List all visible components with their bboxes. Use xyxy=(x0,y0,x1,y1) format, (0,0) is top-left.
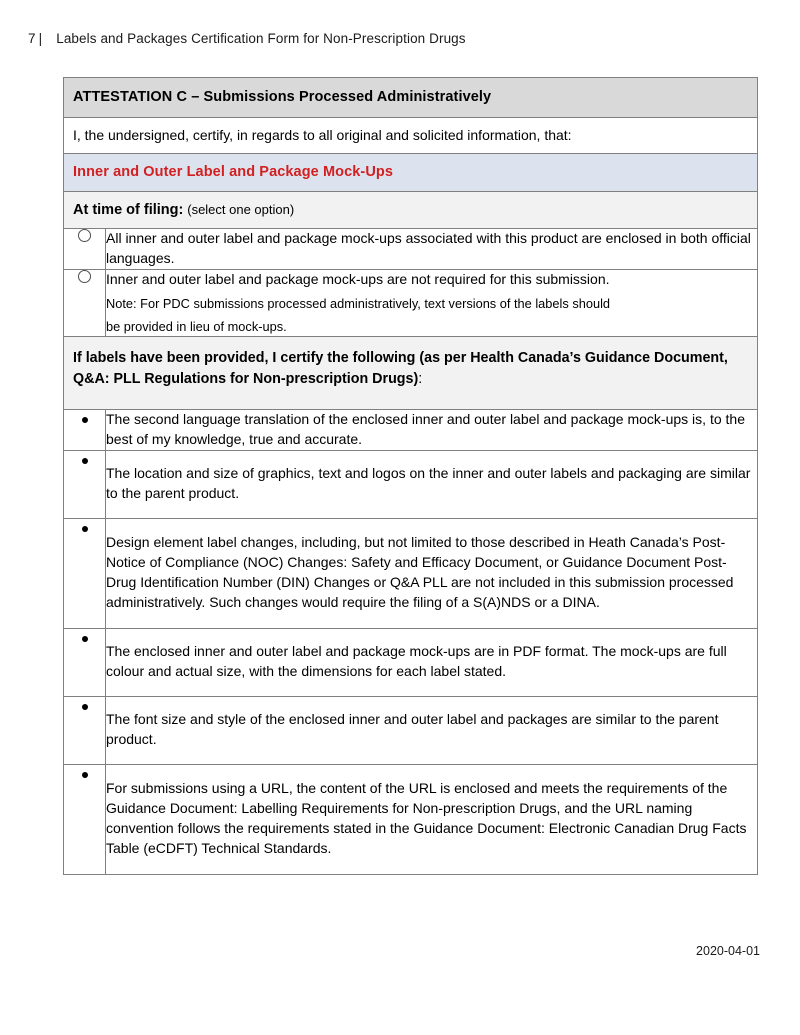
section-heading-row xyxy=(64,154,758,192)
filing-instruction xyxy=(64,192,758,229)
bullet-text: Design element label changes, including, but not limited to those described in Heath Canada’s Post-Notice of Compliance (NOC) Changes: Safety and Efficacy Document, or Guidance Document Post-Drug Identification Number (DIN) Changes or Q&A PLL are not included in this submission processed administratively. Such changes would require the filing of a S(A)NDS or a DINA. xyxy=(106,533,734,610)
bullet-icon xyxy=(82,526,88,532)
bullet-text-cell-1 xyxy=(106,410,758,451)
intro-text: I, the undersigned, certify, in regards to all original and solicited information, that: xyxy=(64,118,758,154)
option-note-line-1: Note: For PDC submissions processed administratively, text versions of the labels should xyxy=(106,295,611,311)
footer-date: 2020-04-01 xyxy=(696,944,760,958)
bullet-text: For submissions using a URL, the content of the URL is enclosed and meets the requirements of the Guidance Document: Labelling Requirements for Non-prescription Drugs, and the URL naming convention follows the requirements stated in the Guidance Document: Electronic Canadian Drug Facts Table (eCDFT) Technical Standards. xyxy=(106,779,747,856)
bullet-text-cell-2 xyxy=(106,451,758,519)
section-heading-mockups: Inner and Outer Label and Package Mock-Ups xyxy=(64,154,758,192)
bullet-cell-3 xyxy=(64,518,106,629)
bullet-cell-6 xyxy=(64,764,106,875)
table-row xyxy=(64,697,758,765)
bullet-cell-4 xyxy=(64,629,106,697)
table-row xyxy=(64,629,758,697)
bullet-icon xyxy=(82,772,88,778)
attestation-header-row xyxy=(64,78,758,118)
bullet-icon xyxy=(82,704,88,710)
option-text-cell-2 xyxy=(106,269,758,336)
bullet-text: The location and size of graphics, text and logos on the inner and outer labels and packaging are similar to the parent product. xyxy=(106,465,751,501)
option-row[interactable] xyxy=(64,229,758,270)
attestation-title: ATTESTATION C – Submissions Processed Administratively xyxy=(64,78,758,118)
option-text-cell-1 xyxy=(106,229,758,270)
bullet-icon xyxy=(82,636,88,642)
option-radio-cell-1[interactable] xyxy=(64,229,106,270)
page-number-separator: | xyxy=(38,31,43,46)
option-text: All inner and outer label and package mock-ups associated with this product are enclosed in both official languages. xyxy=(106,230,751,266)
attestation-c-table xyxy=(63,77,758,875)
table-row xyxy=(64,764,758,875)
document-title: Labels and Packages Certification Form for Non-Prescription Drugs xyxy=(56,31,466,46)
certify-heading-row xyxy=(64,336,758,409)
filing-label: At time of filing: xyxy=(73,202,184,218)
table-row xyxy=(64,410,758,451)
page-number: 7 xyxy=(28,31,36,46)
bullet-cell-2 xyxy=(64,451,106,519)
certify-heading-bold: If labels have been provided, I certify the following (as per Health Canada’s Guidance Document, Q&A: PLL Regulations for Non-prescription Drugs) xyxy=(73,349,728,387)
option-text: Inner and outer label and package mock-ups are not required for this submission. xyxy=(106,270,610,287)
table-row xyxy=(64,451,758,519)
bullet-icon xyxy=(82,417,88,423)
certify-heading-colon: : xyxy=(418,370,423,387)
bullet-cell-1 xyxy=(64,410,106,451)
table-row xyxy=(64,518,758,629)
radio-unselected-icon[interactable] xyxy=(78,270,91,283)
filing-hint: (select one option) xyxy=(187,202,295,217)
option-note-line-2: be provided in lieu of mock-ups. xyxy=(106,318,287,334)
filing-instruction-row xyxy=(64,192,758,229)
bullet-text-cell-4 xyxy=(106,629,758,697)
bullet-text: The enclosed inner and outer label and package mock-ups are in PDF format. The mock-ups are full colour and actual size, with the dimensions for each label stated. xyxy=(106,643,727,680)
bullet-text-cell-6 xyxy=(106,764,758,875)
option-row[interactable] xyxy=(64,269,758,336)
bullet-text: The font size and style of the enclosed inner and outer label and packages are similar to the parent product. xyxy=(106,711,719,747)
intro-row xyxy=(64,118,758,154)
bullet-cell-5 xyxy=(64,697,106,765)
bullet-text-cell-5 xyxy=(106,697,758,765)
certify-heading xyxy=(64,336,758,409)
option-radio-cell-2[interactable] xyxy=(64,269,106,336)
page-header xyxy=(28,31,466,46)
radio-unselected-icon[interactable] xyxy=(78,229,91,242)
bullet-text-cell-3 xyxy=(106,518,758,629)
bullet-icon xyxy=(82,458,88,464)
bullet-text: The second language translation of the enclosed inner and outer label and package mock-ups is, to the best of my knowledge, true and accurate. xyxy=(106,411,745,448)
